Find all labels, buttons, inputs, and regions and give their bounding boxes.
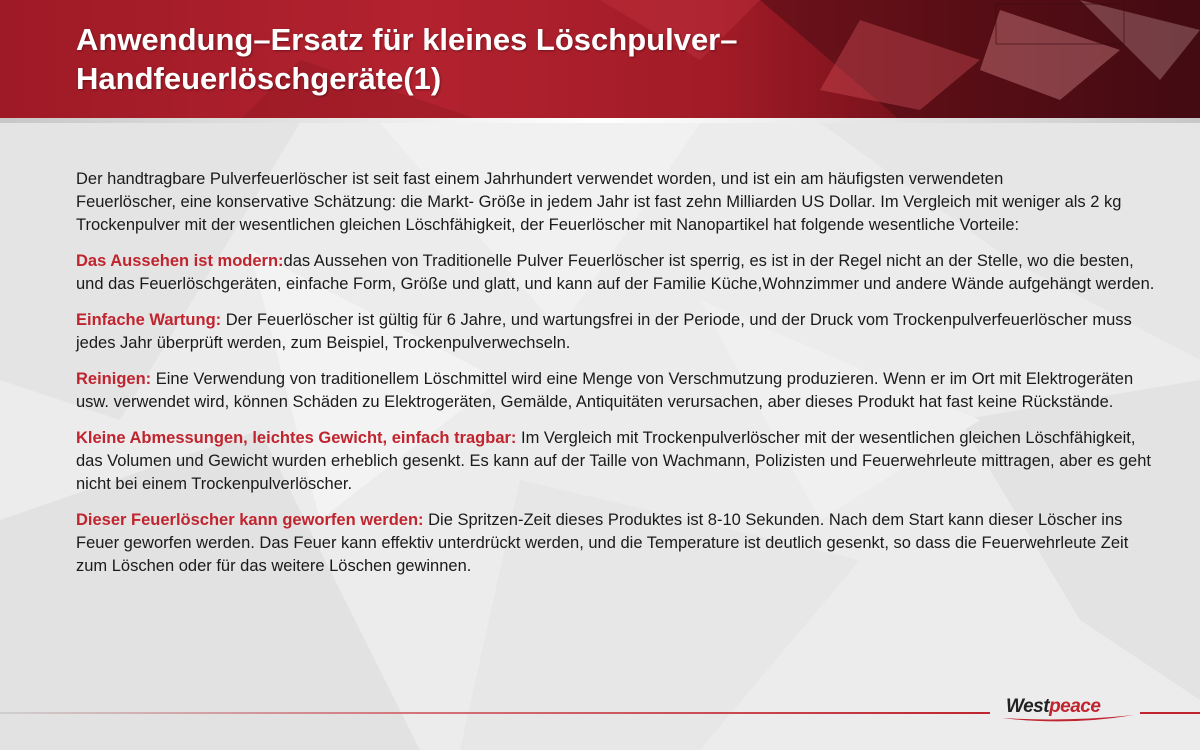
advantage-text: Eine Verwendung von traditionellem Löschmittel wird eine Menge von Verschmutzung produzieren. Wenn er im Ort mit Elektrogeräten usw. verwendet wird, können Schäden zu Elektrogeräten, Gemälde, Antiquitäten verursachen, aber dieses Produkt hat fast keine Rückstände.	[76, 370, 1134, 411]
advantage-paragraph-modern	[76, 250, 1156, 296]
intro-first-line: Der handtragbare Pulverfeuerlöscher ist seit fast einem Jahrhundert verwendet worden, und ist ein am häufigsten verwendeten	[76, 170, 1004, 188]
header-divider	[0, 118, 1200, 123]
advantage-heading: Dieser Feuerlöscher kann geworfen werden:	[76, 511, 424, 529]
advantage-heading: Einfache Wartung:	[76, 311, 222, 329]
advantage-heading: Das Aussehen ist modern:	[76, 252, 284, 270]
title-line-1: Anwendung–Ersatz für kleines Löschpulver–	[76, 22, 738, 57]
advantage-text: Die Spritzen-Zeit dieses Produktes ist 8-10 Sekunden. Nach dem Start kann dieser Löscher ins Feuer geworfen werden. Das Feuer kann effektiv unterdrückt werden, und die Temperature ist deutlich gesenkt, so dass die Feuerwehrleute Zeit zum Löschen oder für das weitere Löschen gewinnen.	[76, 511, 1129, 575]
logo-word-peace: peace	[1049, 696, 1101, 717]
footer-divider-left	[0, 712, 990, 714]
advantage-paragraph-throwable	[76, 509, 1156, 578]
westpeace-logo	[998, 694, 1138, 730]
header-banner	[0, 0, 1200, 120]
title-line-2: Handfeuerlöschgeräte(1)	[76, 61, 442, 96]
intro-text: Feuerlöscher, eine konservative Schätzung: die Markt- Größe in jedem Jahr ist fast zehn Milliarden US Dollar. Im Vergleich mit weniger als 2 kg Trockenpulver mit der wesentlichen gleichen Löschfähigkeit, der Feuerlöscher mit Nanopartikel hat folgende wesentliche Vorteile:	[76, 193, 1122, 234]
footer-divider-right	[1140, 712, 1200, 714]
logo-swoosh-icon	[998, 712, 1138, 726]
advantage-heading: Reinigen:	[76, 370, 152, 388]
advantage-text: Der Feuerlöscher ist gültig für 6 Jahre, und wartungsfrei in der Periode, und der Druck vom Trockenpulverfeuerlöscher muss jedes Jahr überprüft werden, zum Beispiel, Trockenpulverwechseln.	[76, 311, 1132, 352]
advantage-heading: Kleine Abmessungen, leichtes Gewicht, einfach tragbar:	[76, 429, 517, 447]
advantage-paragraph-clean	[76, 368, 1156, 414]
advantage-text: Im Vergleich mit Trockenpulverlöscher mit der wesentlichen gleichen Löschfähigkeit, das Volumen und Gewicht wurden erheblich gesenkt. Es kann auf der Taille von Wachmann, Polizisten und Feuerwehrleute mittragen, aber es geht nicht bei einem Trockenpulverlöscher.	[76, 429, 1151, 493]
content-body	[76, 168, 1156, 591]
intro-paragraph	[76, 168, 1156, 237]
advantage-paragraph-maintenance	[76, 309, 1156, 355]
advantage-paragraph-portable	[76, 427, 1156, 496]
page-title	[76, 20, 976, 98]
advantage-text: das Aussehen von Traditionelle Pulver Feuerlöscher ist sperrig, es ist in der Regel nicht an der Stelle, wo die besten, und das Feuerlöschgeräten, einfache Form, Größe und glatt, und kann auf der Familie Küche,Wohnzimmer und andere Wände aufgehängt werden.	[76, 252, 1155, 293]
logo-word-west: West	[1006, 696, 1050, 717]
